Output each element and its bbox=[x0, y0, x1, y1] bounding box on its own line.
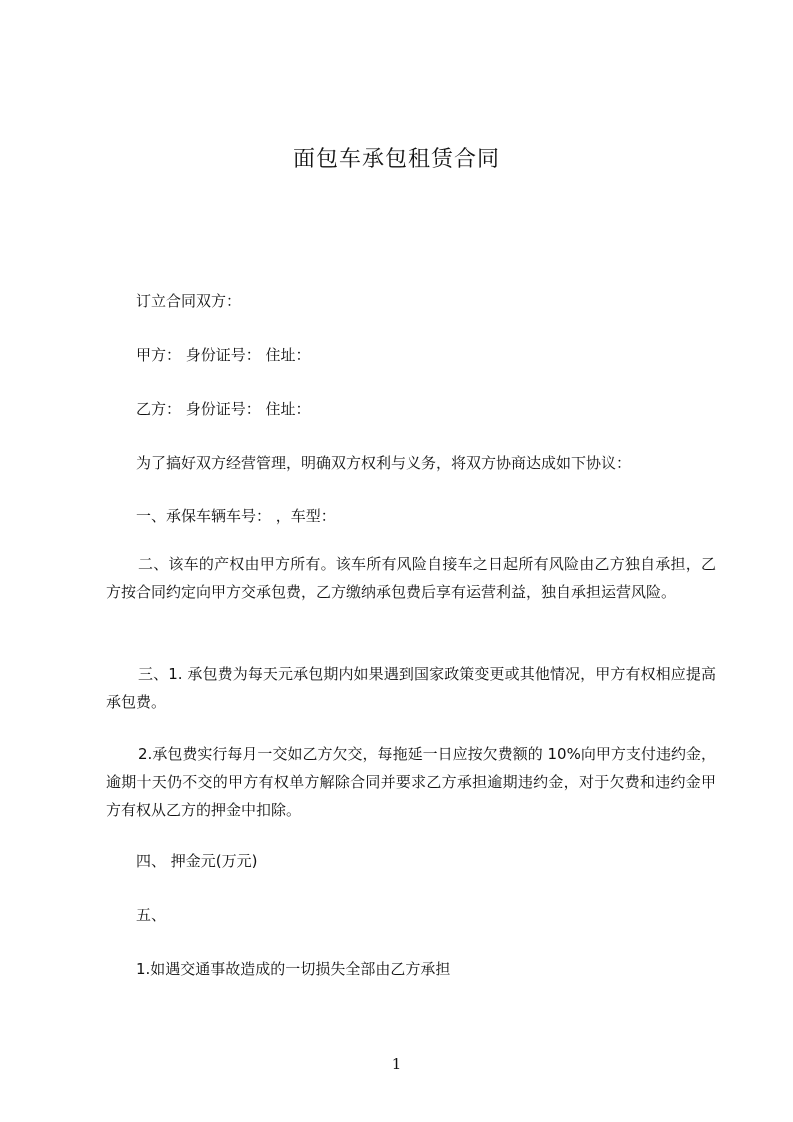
clause-3-1: 三、1. 承包费为每天元承包期内如果遇到国家政策变更或其他情况，甲方有权相应提高承包费。 bbox=[106, 665, 716, 711]
parties-intro: 订立合同双方： bbox=[136, 292, 242, 310]
clause-3-2: 2.承包费实行每月一交如乙方欠交，每拖延一日应按欠费额的 10%向甲方支付违约金，逾期十天仍不交的甲方有权单方解除合同并要求乙方承担逾期违约金，对于欠费和违约金甲方有权从乙方的押金中扣除。 bbox=[106, 745, 716, 819]
clause-5-1: 1.如遇交通事故造成的一切损失全部由乙方承担 bbox=[136, 960, 451, 978]
clause-4: 四、 押金元(万元) bbox=[136, 852, 258, 870]
party-a-line: 甲方： 身份证号： 住址： bbox=[136, 346, 311, 364]
party-b-line: 乙方： 身份证号： 住址： bbox=[136, 400, 311, 418]
clause-1: 一、承保车辆车号： ，车型： bbox=[136, 507, 336, 525]
clause-2: 二、该车的产权由甲方所有。该车所有风险自接车之日起所有风险由乙方独自承担，乙方按合同约定向甲方交承包费，乙方缴纳承包费后享有运营利益，独自承担运营风险。 bbox=[106, 555, 716, 601]
document-title: 面包车承包租赁合同 bbox=[292, 147, 500, 172]
clause-5: 五、 bbox=[136, 906, 167, 924]
page-number: 1 bbox=[391, 1055, 402, 1073]
purpose-line: 为了搞好双方经营管理，明确双方权利与义务，将双方协商达成如下协议： bbox=[136, 454, 632, 472]
